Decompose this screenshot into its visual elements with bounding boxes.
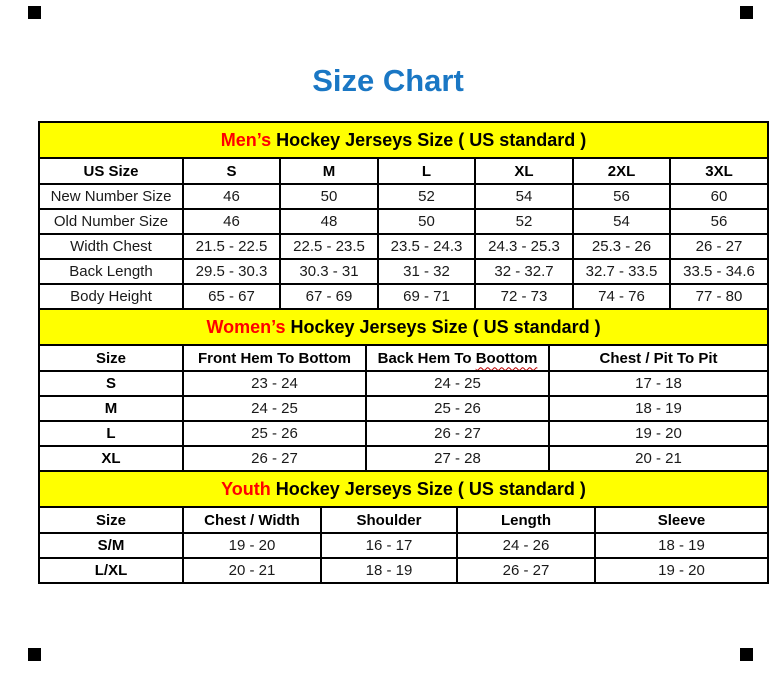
column-header: 3XL	[670, 158, 768, 184]
column-header: Back Hem To Boottom	[366, 345, 549, 371]
table-row	[39, 558, 768, 583]
column-header: Shoulder	[321, 507, 457, 533]
value-cell: 30.3 - 31	[280, 259, 378, 284]
value-cell: 56	[573, 184, 670, 209]
table-row	[39, 446, 768, 471]
youth-size-table	[38, 470, 769, 584]
value-cell: 50	[378, 209, 475, 234]
mens-heading-accent: Men’s	[220, 129, 272, 150]
table-row	[39, 234, 768, 259]
column-header: XL	[475, 158, 573, 184]
column-header: 2XL	[573, 158, 670, 184]
value-cell: 23.5 - 24.3	[378, 234, 475, 259]
youth-section-heading	[39, 471, 768, 507]
value-cell: 56	[670, 209, 768, 234]
table-row	[39, 184, 768, 209]
youth-heading-accent: Youth	[221, 478, 271, 499]
value-cell: 25.3 - 26	[573, 234, 670, 259]
value-cell: 54	[573, 209, 670, 234]
mens-heading-text: Hockey Jerseys Size ( US standard )	[271, 129, 587, 150]
misspelled-word: Boottom	[475, 349, 538, 367]
column-header: M	[280, 158, 378, 184]
value-cell: 32 - 32.7	[475, 259, 573, 284]
value-cell: 25 - 26	[366, 396, 549, 421]
value-cell: 16 - 17	[321, 533, 457, 558]
value-cell: 74 - 76	[573, 284, 670, 309]
value-cell: 24 - 25	[366, 371, 549, 396]
mens-section-heading	[39, 122, 768, 158]
value-cell: 46	[183, 209, 280, 234]
column-header: Length	[457, 507, 595, 533]
table-row	[39, 284, 768, 309]
value-cell: 32.7 - 33.5	[573, 259, 670, 284]
column-header: US Size	[39, 158, 183, 184]
value-cell: 77 - 80	[670, 284, 768, 309]
value-cell: 23 - 24	[183, 371, 366, 396]
value-cell: 18 - 19	[321, 558, 457, 583]
row-label: Width Chest	[39, 234, 183, 259]
value-cell: 52	[475, 209, 573, 234]
value-cell: 17 - 18	[549, 371, 768, 396]
value-cell: 20 - 21	[549, 446, 768, 471]
womens-heading-text: Hockey Jerseys Size ( US standard )	[285, 316, 601, 337]
value-cell: 65 - 67	[183, 284, 280, 309]
selection-handle-bottom-right	[740, 648, 753, 661]
column-header: Size	[39, 507, 183, 533]
value-cell: 26 - 27	[457, 558, 595, 583]
selection-handle-top-right	[740, 6, 753, 19]
value-cell: 54	[475, 184, 573, 209]
table-row	[39, 371, 768, 396]
youth-heading-text: Hockey Jerseys Size ( US standard )	[270, 478, 586, 499]
value-cell: 69 - 71	[378, 284, 475, 309]
row-label: L	[39, 421, 183, 446]
column-header: Size	[39, 345, 183, 371]
value-cell: 33.5 - 34.6	[670, 259, 768, 284]
value-cell: 46	[183, 184, 280, 209]
value-cell: 19 - 20	[183, 533, 321, 558]
row-label: Old Number Size	[39, 209, 183, 234]
row-label: XL	[39, 446, 183, 471]
row-label: M	[39, 396, 183, 421]
table-row	[39, 396, 768, 421]
row-label: Body Height	[39, 284, 183, 309]
value-cell: 31 - 32	[378, 259, 475, 284]
value-cell: 60	[670, 184, 768, 209]
womens-section-heading	[39, 309, 768, 345]
row-label: S/M	[39, 533, 183, 558]
value-cell: 22.5 - 23.5	[280, 234, 378, 259]
selection-handle-bottom-left	[28, 648, 41, 661]
value-cell: 25 - 26	[183, 421, 366, 446]
table-row	[39, 209, 768, 234]
table-row	[39, 259, 768, 284]
table-row	[39, 533, 768, 558]
column-header: Front Hem To Bottom	[183, 345, 366, 371]
row-label: S	[39, 371, 183, 396]
womens-heading-accent: Women’s	[206, 316, 286, 337]
value-cell: 24 - 26	[457, 533, 595, 558]
value-cell: 20 - 21	[183, 558, 321, 583]
value-cell: 27 - 28	[366, 446, 549, 471]
row-label: L/XL	[39, 558, 183, 583]
row-label: New Number Size	[39, 184, 183, 209]
value-cell: 29.5 - 30.3	[183, 259, 280, 284]
value-cell: 72 - 73	[475, 284, 573, 309]
column-header: Chest / Pit To Pit	[549, 345, 768, 371]
column-header: Sleeve	[595, 507, 768, 533]
value-cell: 24.3 - 25.3	[475, 234, 573, 259]
value-cell: 50	[280, 184, 378, 209]
column-header: L	[378, 158, 475, 184]
column-header: S	[183, 158, 280, 184]
table-row	[39, 421, 768, 446]
mens-size-table	[38, 121, 769, 310]
row-label: Back Length	[39, 259, 183, 284]
value-cell: 26 - 27	[670, 234, 768, 259]
value-cell: 18 - 19	[595, 533, 768, 558]
value-cell: 24 - 25	[183, 396, 366, 421]
value-cell: 52	[378, 184, 475, 209]
value-cell: 19 - 20	[549, 421, 768, 446]
value-cell: 67 - 69	[280, 284, 378, 309]
value-cell: 26 - 27	[366, 421, 549, 446]
value-cell: 48	[280, 209, 378, 234]
page-title: Size Chart	[312, 63, 464, 98]
column-header: Chest / Width	[183, 507, 321, 533]
value-cell: 18 - 19	[549, 396, 768, 421]
size-tables	[38, 121, 767, 584]
womens-size-table	[38, 308, 769, 472]
value-cell: 21.5 - 22.5	[183, 234, 280, 259]
value-cell: 19 - 20	[595, 558, 768, 583]
selection-handle-top-left	[28, 6, 41, 19]
value-cell: 26 - 27	[183, 446, 366, 471]
